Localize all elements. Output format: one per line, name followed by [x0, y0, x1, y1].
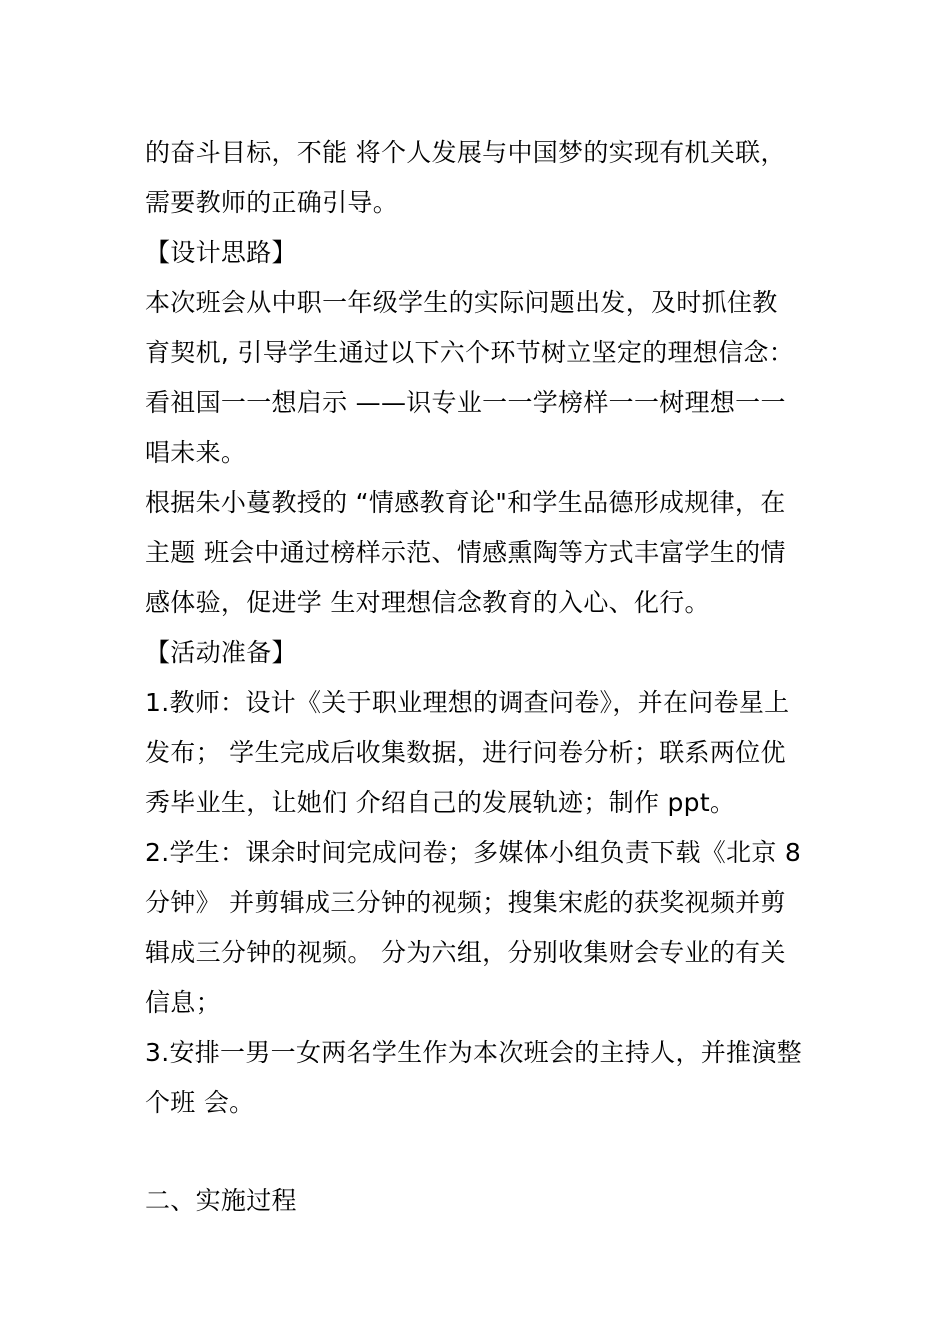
text-line: 主题 班会中通过榜样示范、情感熏陶等方式丰富学生的情 [145, 538, 786, 567]
text-line: 看祖国一一想启示 ——识专业一一学榜样一一树理想一一 [145, 388, 786, 417]
text-line: 2.学生：课余时间完成问卷；多媒体小组负责下载《北京 8 [145, 838, 802, 867]
text-line: 根据朱小蔓教授的 “情感教育论"和学生品德形成规律，在 [145, 488, 786, 517]
text-line: 信息； [145, 988, 221, 1017]
text-line: 分钟》 并剪辑成三分钟的视频；搜集宋彪的获奖视频并剪 [145, 888, 786, 917]
text-line: 发布； 学生完成后收集数据，进行问卷分析；联系两位优 [145, 738, 786, 767]
text-line: 秀毕业生，让她们 介绍自己的发展轨迹；制作 ppt。 [145, 788, 736, 817]
text-line: 本次班会从中职一年级学生的实际问题出发，及时抓住教 [145, 288, 778, 317]
text-line: 辑成三分钟的视频。 分为六组，分别收集财会专业的有关 [145, 938, 786, 967]
section-heading: 【活动准备】 [145, 638, 297, 667]
text-line: 的奋斗目标，不能 将个人发展与中国梦的实现有机关联， [145, 138, 786, 167]
text-line: 唱未来。 [145, 438, 247, 467]
text-line: 3.安排一男一女两名学生作为本次班会的主持人，并推演整 [145, 1038, 802, 1067]
text-line: 需要教师的正确引导。 [145, 188, 399, 217]
text-line: 感体验，促进学 生对理想信念教育的入心、化行。 [145, 588, 710, 617]
text-line: 个班 会。 [145, 1088, 255, 1117]
section-heading: 【设计思路】 [145, 238, 297, 267]
text-line: 育契机, 引导学生通过以下六个环节树立坚定的理想信念： [145, 338, 794, 367]
section-title: 二、实施过程 [145, 1186, 297, 1215]
text-line: 1.教师：设计《关于职业理想的调查问卷》，并在问卷星上 [145, 688, 790, 717]
